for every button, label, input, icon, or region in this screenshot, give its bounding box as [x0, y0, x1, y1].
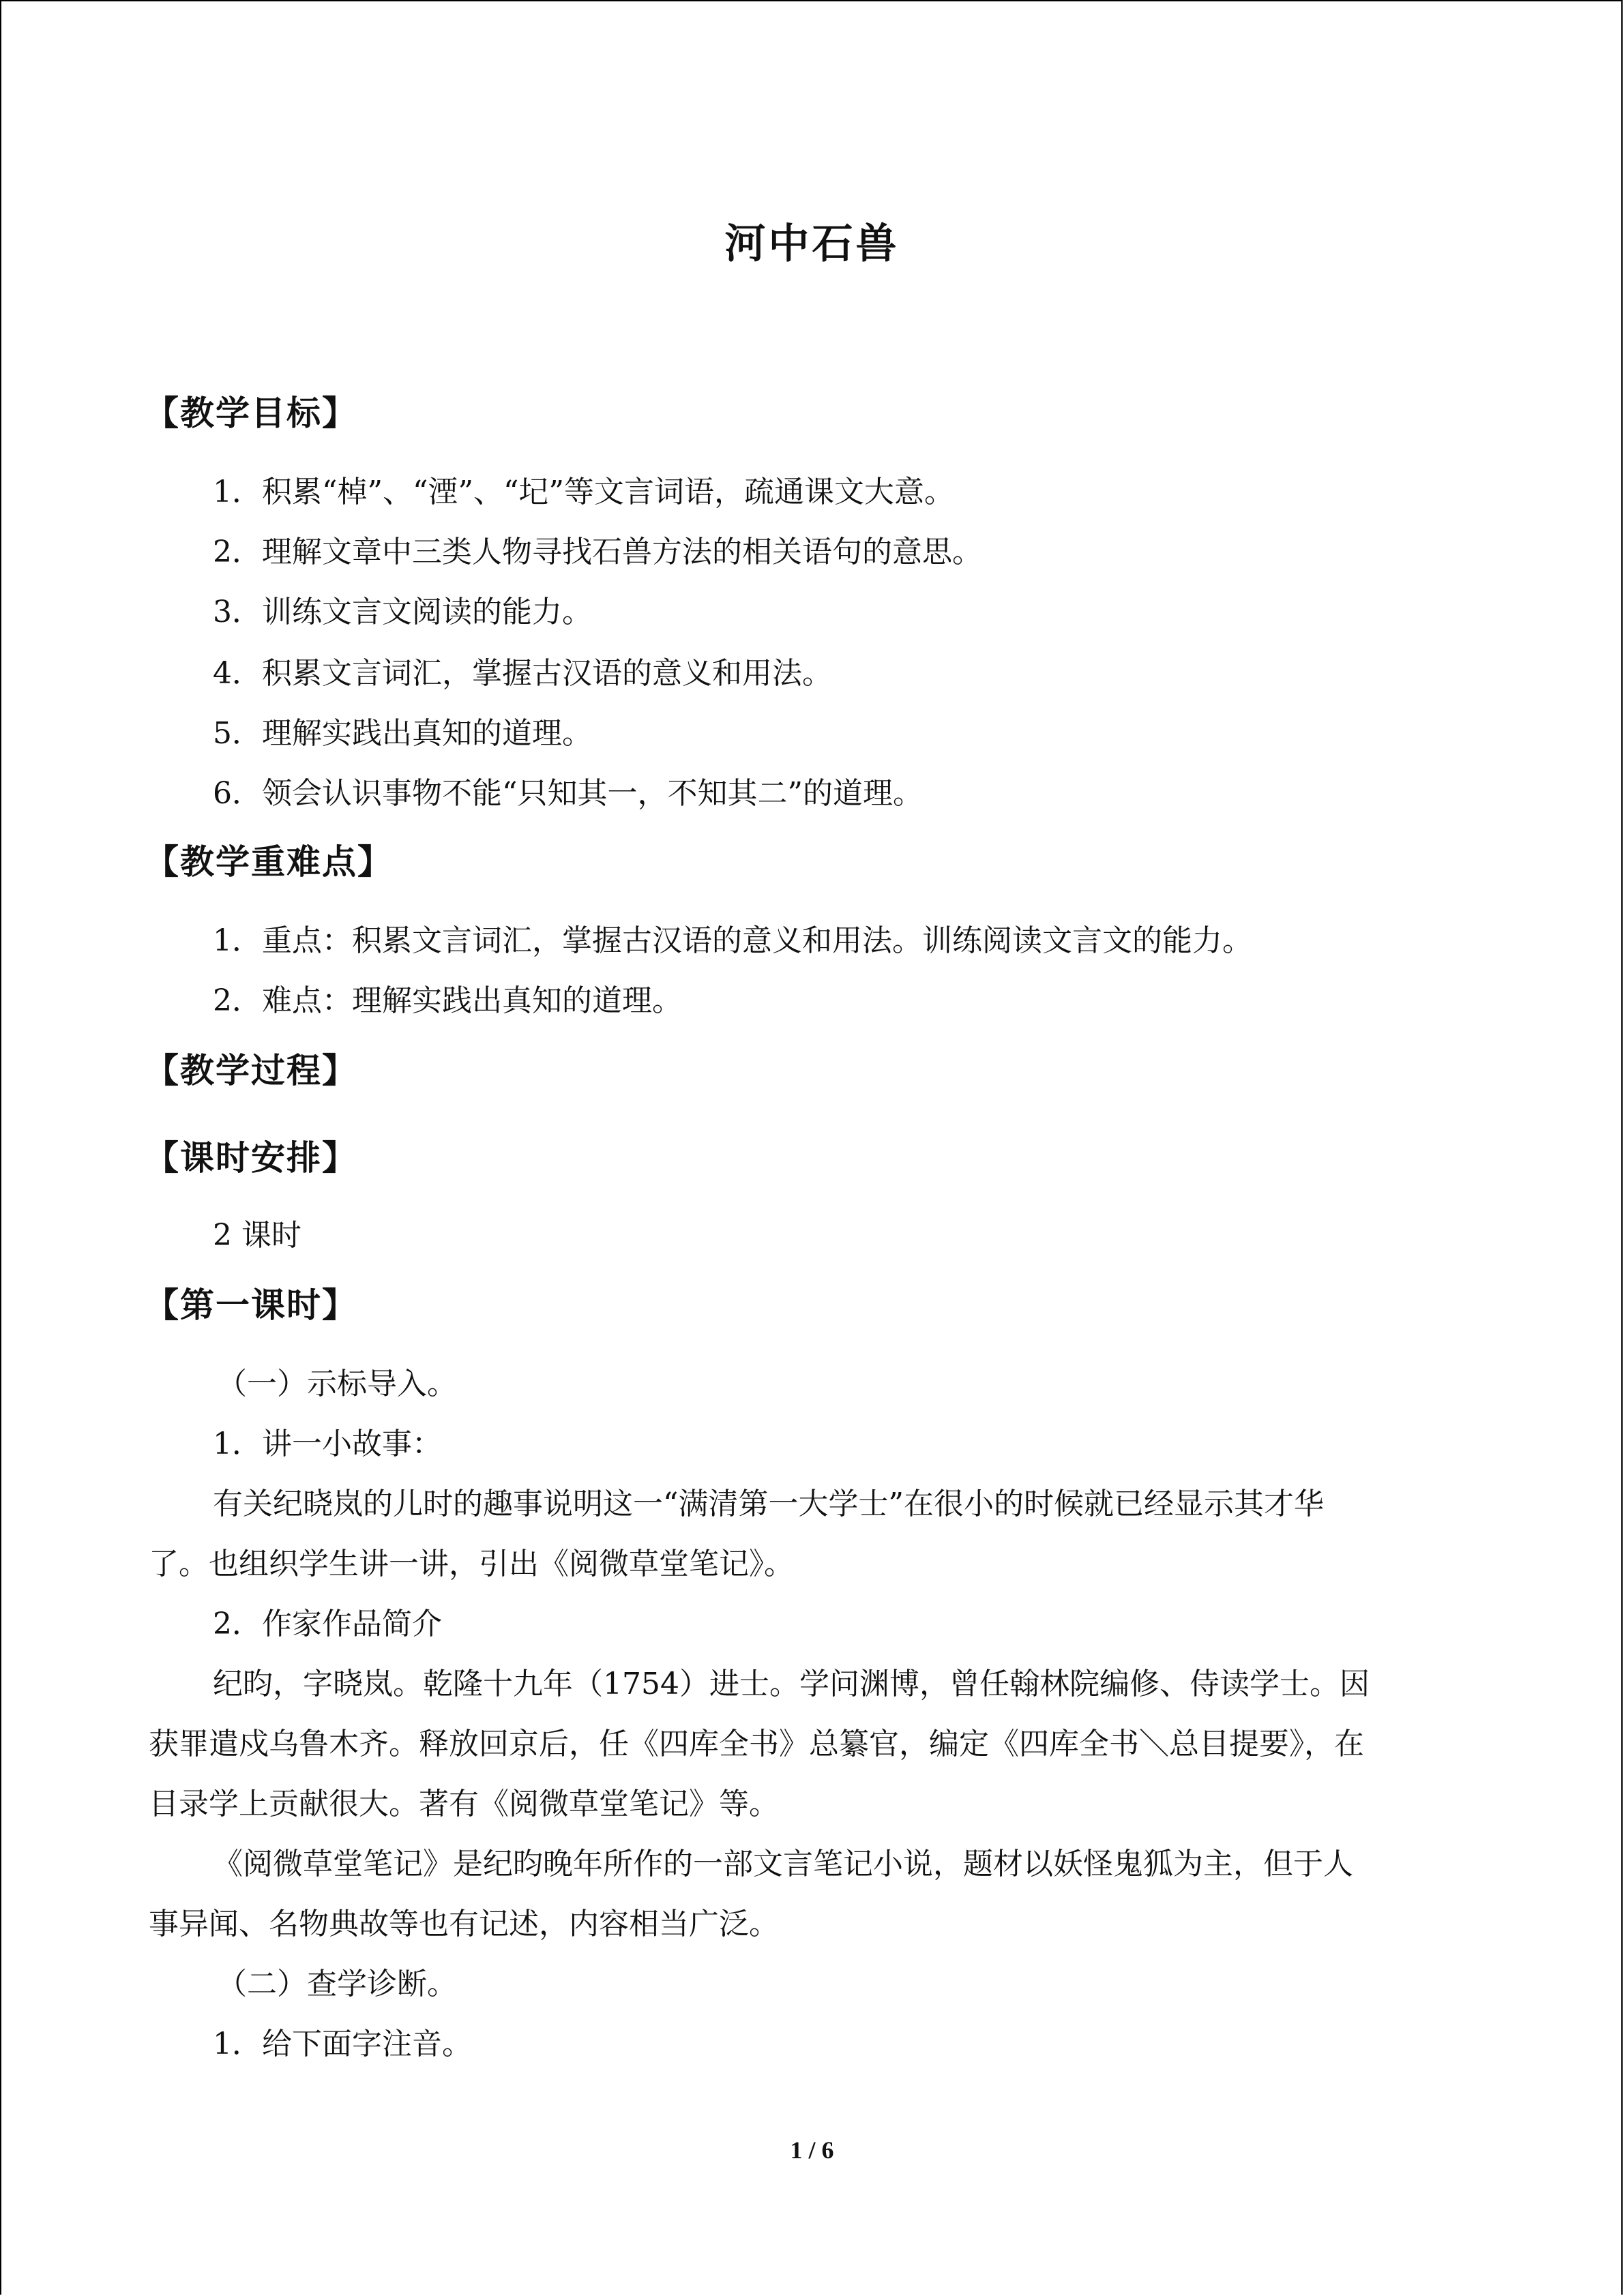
list-item: 2．作家作品简介 — [213, 1607, 442, 1641]
key-point-item: 2．难点：理解实践出真知的道理。 — [213, 983, 682, 1018]
objective-item: 2．理解文章中三类人物寻找石兽方法的相关语句的意思。 — [213, 535, 982, 569]
schedule-text: 2 课时 — [213, 1218, 301, 1253]
paragraph-line: 了。也组织学生讲一讲，引出《阅微草堂笔记》。 — [149, 1547, 794, 1581]
heading-objectives: 【教学目标】 — [145, 393, 357, 433]
objective-item: 3．训练文言文阅读的能力。 — [213, 595, 592, 629]
paragraph-line: 获罪遣戍乌鲁木齐。释放回京后，任《四库全书》总纂官，编定《四库全书＼总目提要》，在 — [149, 1727, 1364, 1761]
heading-schedule: 【课时安排】 — [145, 1138, 357, 1178]
list-item: 1．讲一小故事： — [213, 1427, 442, 1461]
section-heading: （一）示标导入。 — [217, 1367, 457, 1401]
page-number: 1 / 6 — [790, 2136, 834, 2164]
objective-item: 5．理解实践出真知的道理。 — [213, 716, 592, 751]
document-title: 河中石兽 — [724, 220, 900, 268]
paragraph-line: 有关纪晓岚的儿时的趣事说明这一“满清第一大学士”在很小的时候就已经显示其才华 — [213, 1487, 1324, 1521]
objective-item: 4．积累文言词汇，掌握古汉语的意义和用法。 — [213, 656, 832, 691]
objective-item: 6．领会认识事物不能“只知其一，不知其二”的道理。 — [213, 776, 923, 811]
section-heading: （二）查学诊断。 — [217, 1967, 457, 2001]
heading-key-points: 【教学重难点】 — [145, 842, 393, 882]
list-item: 1．给下面字注音。 — [213, 2027, 472, 2061]
heading-first-lesson: 【第一课时】 — [145, 1285, 357, 1325]
paragraph-line: 纪昀，字晓岚。乾隆十九年（1754）进士。学问渊博，曾任翰林院编修、侍读学士。因 — [213, 1667, 1370, 1701]
heading-process: 【教学过程】 — [145, 1051, 357, 1090]
paragraph-line: 《阅微草堂笔记》是纪昀晚年所作的一部文言笔记小说，题材以妖怪鬼狐为主，但于人 — [213, 1847, 1353, 1881]
paragraph-line: 事异闻、名物典故等也有记述，内容相当广泛。 — [149, 1907, 779, 1941]
objective-item: 1．积累“棹”、“湮”、“圮”等文言词语，疏通课文大意。 — [213, 475, 954, 509]
paragraph-line: 目录学上贡献很大。著有《阅微草堂笔记》等。 — [149, 1787, 779, 1821]
key-point-item: 1．重点：积累文言词汇，掌握古汉语的意义和用法。训练阅读文言文的能力。 — [213, 923, 1252, 958]
